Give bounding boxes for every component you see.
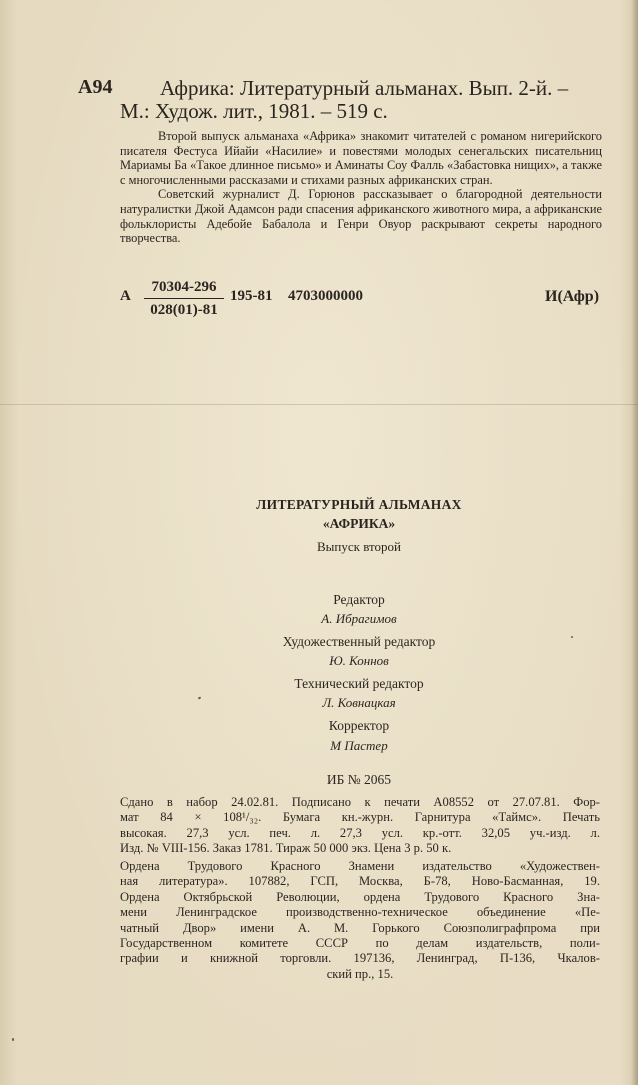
catalog-abstract — [120, 129, 602, 246]
colophon-title: ЛИТЕРАТУРНЫЙ АЛЬМАНАХ — [256, 497, 462, 512]
credit-role: Художественный редактор — [282, 634, 436, 649]
publisher-line: Ордена Трудового Красного Знамени издательство «Художествен- — [120, 859, 600, 873]
credit-name: А. Ибрагимов — [321, 611, 397, 626]
publisher-line: ский пр., 15. — [326, 966, 394, 981]
page-edge-shadow — [631, 0, 638, 1085]
print-line: Изд. № VIII-156. Заказ 1781. Тираж 50 000 экз. Цена 3 р. 50 к. — [120, 841, 452, 856]
colophon-issue: Выпуск второй — [317, 539, 401, 554]
ib-number: ИБ № 2065 — [326, 772, 392, 787]
biblio-code: 4703000000 — [288, 288, 363, 304]
catalog-imprint-line: М.: Худож. лит., 1981. – 519 с. — [120, 99, 388, 123]
publisher-line: Ордена Октябрьской Революции, ордена Трудового Красного Зна- — [120, 889, 600, 904]
biblio-letter: А — [120, 288, 131, 304]
biblio-denominator: 028(01)-81 — [150, 302, 218, 318]
print-details — [120, 795, 600, 857]
print-line: высокая. 27,3 усл. печ. л. 27,3 усл. кр.-отт. 32,05 уч.-изд. л. — [120, 825, 600, 840]
publisher-line: Государственном комитете СССР по делам издательств, поли- — [120, 936, 600, 951]
credit-name: Ю. Коннов — [329, 653, 389, 668]
page-fold — [0, 404, 638, 405]
credit-name: М Пастер — [330, 738, 388, 753]
publisher-line: ная литература». 107882, ГСП, Москва, Б-78, Ново-Басманная, 19. — [120, 874, 600, 889]
biblio-classification: И(Афр) — [545, 288, 600, 305]
publisher-line: графии и книжной торговли. 197136, Ленинград, П-136, Чкалов- — [120, 951, 600, 966]
publisher-info — [120, 859, 600, 982]
paper-speck — [12, 1038, 14, 1041]
biblio-fraction — [144, 276, 224, 321]
publisher-line: мени Ленинградское производственно-техническое объединение «Пе- — [120, 905, 600, 920]
abstract-paragraph: Советский журналист Д. Горюнов рассказывает о благородной деятельности натуралистки Джой Адамсон ради спасения африканского животного мира, а африканские фольклористы Адебойе Бабалола и Генри Овуор раскрывают секреты народного творчества. — [120, 187, 602, 246]
catalog-index: А94 — [78, 76, 113, 98]
credit-role: Редактор — [333, 592, 385, 607]
colophon-subtitle: «АФРИКА» — [322, 516, 396, 531]
abstract-paragraph: Второй выпуск альманаха «Африка» знакомит читателей с романом нигерийского писателя Фестуса Ийайи «Насилие» и повестями молодых сенегальских писательниц Мариамы Ба «Такое длинное письмо» и Аминаты Соу Фалль «Забастовка нищих», а также с многочисленными рассказами и стихами разных африканских стран. — [120, 129, 602, 187]
credit-name: Л. Ковнацкая — [322, 695, 396, 710]
credit-role: Корректор — [328, 718, 390, 733]
biblio-code: 195-81 — [230, 288, 273, 304]
catalog-title-line: Африка: Литературный альманах. Вып. 2-й. – — [160, 76, 569, 100]
publisher-line: чатный Двор» имени А. М. Горького Союзполиграфпрома при — [120, 920, 600, 935]
print-line: мат 84 × 108¹/₃₂. Бумага кн.-журн. Гарнитура «Таймс». Печать — [120, 810, 600, 825]
biblio-numerator: 70304-296 — [144, 276, 224, 299]
print-line: Сдано в набор 24.02.81. Подписано к печати А08552 от 27.07.81. Фор- — [120, 795, 600, 809]
credit-role: Технический редактор — [294, 676, 424, 691]
paper-speck — [571, 636, 573, 638]
